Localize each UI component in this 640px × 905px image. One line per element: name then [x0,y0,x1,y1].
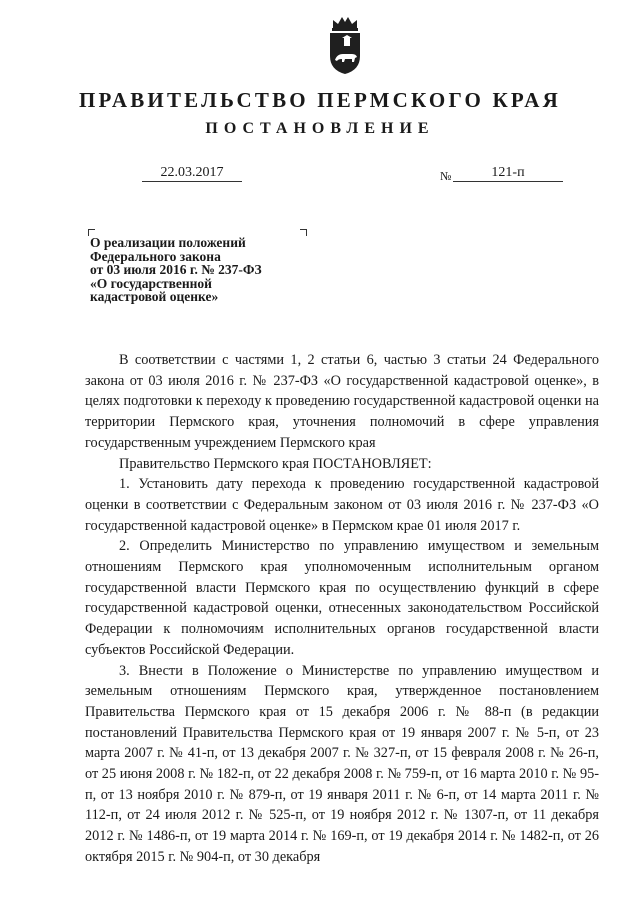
clause-2: 2. Определить Министерство по управлению имуществом и земельным отношениям Пермского края уполномоченным исполнительным органом государственной власти Пермского края по осуществлению функций в сфере государственной кадастровой оценки, отнесенных законодательством Российской Федерации к полномочиям исполнительных органов государственной власти субъектов Российской Федерации. [85,538,599,658]
decree-subject [90,236,320,304]
preamble-paragraph: В соответствии с частями 1, 2 статьи 6, частью 3 статьи 24 Федерального закона от 03 июля 2016 г. № 237-ФЗ «О государственной кадастровой оценке», в целях подготовки к переходу к проведению государственной кадастровой оценки на территории Пермского края, уточнения полномочий в сфере управления государственным учреждением Пермского края [85,352,599,451]
document-type-title: ПОСТАНОВЛЕНИЕ [205,120,435,137]
subject-line: Федерального закона [90,248,221,264]
perm-krai-coat-of-arms-icon [325,14,365,76]
subject-bracket-right [300,229,307,236]
decree-number: 121-п [453,165,563,182]
government-title: ПРАВИТЕЛЬСТВО ПЕРМСКОГО КРАЯ [78,88,561,112]
resolution-statement: Правительство Пермского края ПОСТАНОВЛЯЕТ: [119,455,432,472]
subject-line: О реализации положений [90,235,246,250]
number-label: № [440,169,452,183]
subject-line: от 03 июля 2016 г. № 237-ФЗ [90,262,262,277]
decree-body [85,350,599,868]
clause-3: 3. Внести в Положение о Министерстве по управлению имуществом и земельным отношениям Пермского края, утвержденное постановлением Правительства Пермского края от 15 декабря 2006 г. № 88-п (в редакции постановлений Правительства Пермского края от 19 января 2007 г. № 5-п, от 23 марта 2007 г. № 41-п, от 13 декабря 2007 г. № 327-п, от 15 февраля 2008 г. № 26-п, от 25 июня 2008 г. № 182-п, от 22 декабря 2008 г. № 759-п, от 16 марта 2010 г. № 95-п, от 13 ноября 2010 г. № 879-п, от 19 января 2011 г. № 6-п, от 14 марта 2011 г. № 112-п, от 24 июля 2012 г. № 525-п, от 19 ноября 2012 г. № 1307-п, от 11 декабря 2012 г. № 1486-п, от 19 марта 2014 г. № 169-п, от 19 декабря 2014 г. № 1482-п, от 26 октября 2015 г. № 904-п, от 30 декабря [85,662,599,865]
decree-date: 22.03.2017 [142,165,242,182]
subject-line: «О государственной [90,275,212,291]
subject-line: кадастровой оценке» [90,289,219,304]
clause-1: 1. Установить дату перехода к проведению государственной кадастровой оценки в соответствии с Федеральным законом от 03 июля 2016 г. № 237-ФЗ «О государственной кадастровой оценке» в Пермском крае 01 июля 2017 г. [85,476,599,534]
